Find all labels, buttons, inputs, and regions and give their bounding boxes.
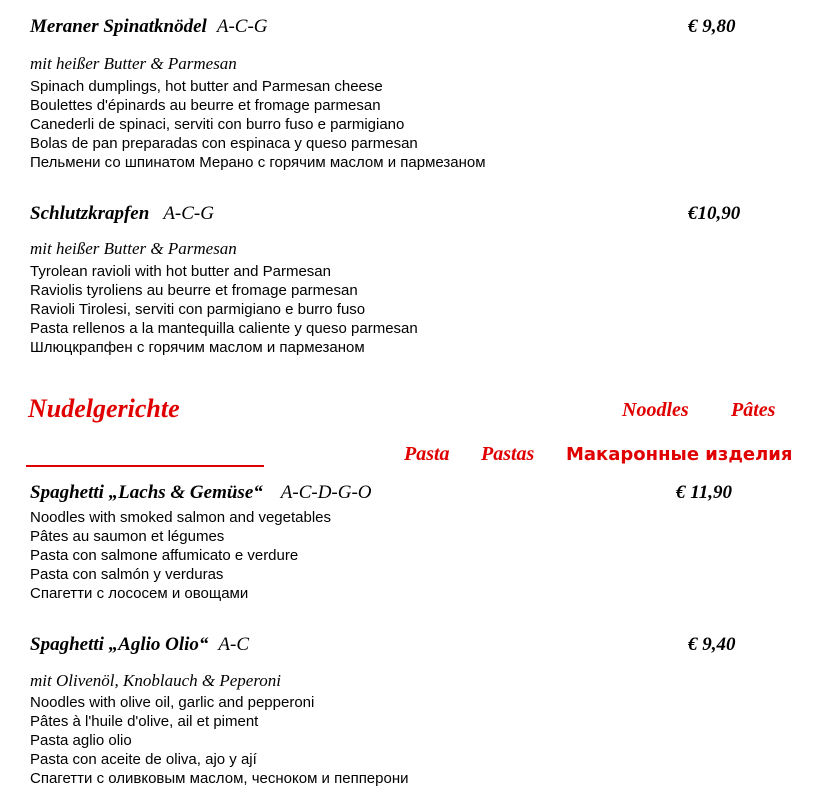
dish-name: Meraner Spinatknödel (30, 16, 207, 37)
translation-line: Спагетти с лососем и овощами (30, 585, 249, 602)
dish-description: mit Olivenöl, Knoblauch & Peperoni (30, 671, 282, 690)
translation-line: Pasta con salmón y verduras (30, 566, 224, 583)
dish-allergens: A-C-G (216, 16, 268, 37)
section-title-en: Noodles (622, 399, 689, 421)
dish-translations (30, 508, 331, 603)
section-title-fr: Pâtes (731, 399, 776, 421)
dish-price: € 9,40 (688, 634, 736, 655)
translation-line: Pasta aglio olio (30, 732, 132, 749)
translation-line: Спагетти с оливковым маслом, чесноком и пепперони (30, 770, 409, 787)
translation-line: Пельмени со шпинатом Мерано с горячим маслом и пармезаном (30, 154, 486, 171)
dish-title (30, 16, 268, 38)
dish-description: mit heißer Butter & Parmesan (30, 54, 237, 73)
section-title-it: Pasta (404, 443, 450, 465)
translation-line: Tyrolean ravioli with hot butter and Parmesan (30, 263, 331, 280)
dish-price: €10,90 (688, 203, 741, 224)
translation-line: Noodles with smoked salmon and vegetables (30, 509, 332, 526)
translation-line: Pasta con aceite de oliva, ajo y ají (30, 751, 257, 768)
translation-line: Pasta rellenos a la mantequilla caliente y queso parmesan (30, 320, 418, 337)
translation-line: Canederli de spinaci, serviti con burro fuso e parmigiano (30, 116, 405, 133)
section-title-ru: Макаронные изделия (566, 444, 793, 465)
dish-translations (30, 262, 418, 357)
dish-price: € 11,90 (676, 482, 732, 503)
translation-line: Spinach dumplings, hot butter and Parmesan cheese (30, 78, 383, 95)
dish-price: € 9,80 (688, 16, 736, 37)
dish-allergens: A-C-D-G-O (280, 482, 372, 503)
dish-description: mit heißer Butter & Parmesan (30, 239, 237, 258)
translation-line: Pâtes à l'huile d'olive, ail et piment (30, 713, 259, 730)
translation-line: Boulettes d'épinards au beurre et fromage parmesan (30, 97, 381, 114)
dish-title (30, 482, 372, 504)
translation-line: Pâtes au saumon et légumes (30, 528, 225, 545)
dish-allergens: A-C-G (163, 203, 214, 224)
section-title: Nudelgerichte (28, 394, 180, 423)
translation-line: Шлюцкрапфен с горячим маслом и пармезаном (30, 339, 365, 356)
dish-translations (30, 77, 486, 172)
dish-title (30, 203, 214, 225)
dish-name: Spaghetti „Aglio Olio“ (30, 634, 209, 655)
translation-line: Noodles with olive oil, garlic and pepperoni (30, 694, 315, 711)
section-underline (26, 465, 264, 467)
translation-line: Ravioli Tirolesi, serviti con parmigiano e burro fuso (30, 301, 366, 318)
dish-name: Spaghetti „Lachs & Gemüse“ (30, 482, 263, 503)
dish-title (30, 634, 249, 656)
translation-line: Bolas de pan preparadas con espinaca y queso parmesan (30, 135, 418, 152)
dish-name: Schlutzkrapfen (30, 203, 150, 224)
dish-allergens: A-C (218, 634, 250, 655)
translation-line: Pasta con salmone affumicato e verdure (30, 547, 299, 564)
section-title-es: Pastas (481, 443, 535, 465)
dish-translations (30, 693, 409, 788)
translation-line: Raviolis tyroliens au beurre et fromage parmesan (30, 282, 358, 299)
